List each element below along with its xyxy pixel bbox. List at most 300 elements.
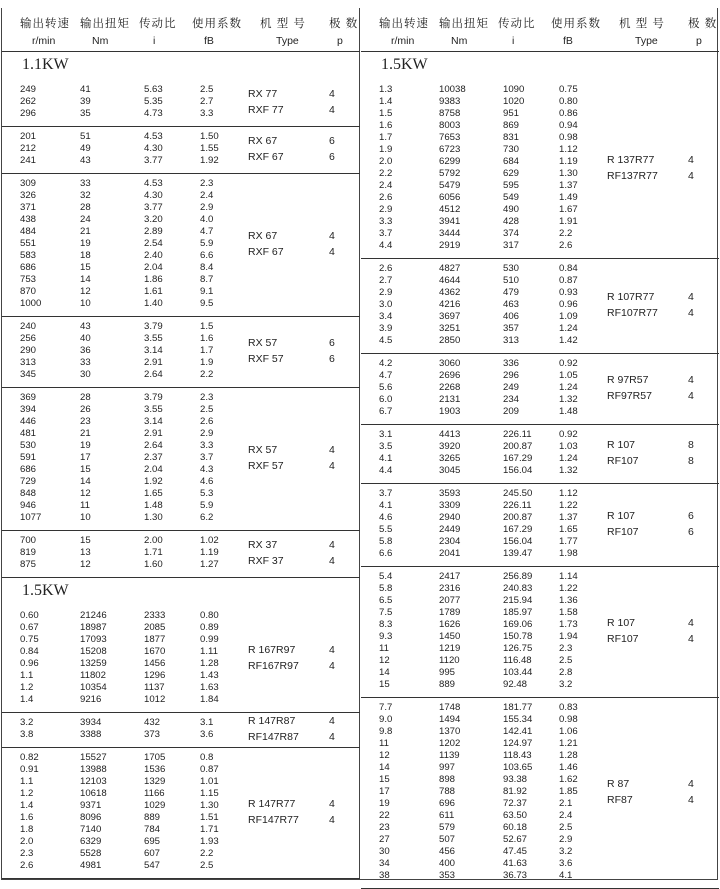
- ratio-cell: 4.30: [144, 143, 163, 154]
- service-factor-cell: 1.28: [200, 658, 219, 669]
- ratio-cell: 103.44: [503, 667, 533, 678]
- output-speed-cell: 345: [20, 369, 37, 380]
- pole-count: 4: [688, 374, 694, 386]
- model-type: RF107: [607, 526, 639, 538]
- header-unit: fB: [204, 35, 214, 47]
- output-torque-cell: 39: [80, 96, 91, 107]
- table-row: [361, 870, 719, 882]
- model-type: RF97R57: [607, 390, 652, 402]
- ratio-cell: 2.89: [144, 226, 163, 237]
- table-row: [2, 622, 360, 634]
- table-row: [361, 702, 719, 714]
- header-unit: r/min: [391, 35, 415, 47]
- service-factor-cell: 3.2: [559, 679, 573, 690]
- output-torque-cell: 3265: [439, 453, 461, 464]
- output-torque-cell: 26: [80, 404, 91, 415]
- service-factor-cell: 1.11: [200, 646, 218, 657]
- model-type: RXF 37: [248, 555, 284, 567]
- output-torque-cell: 3941: [439, 216, 461, 227]
- output-speed-cell: 1.8: [20, 824, 34, 835]
- ratio-cell: 1296: [144, 670, 166, 681]
- service-factor-cell: 0.96: [559, 299, 578, 310]
- output-speed-cell: 1.6: [20, 812, 34, 823]
- ratio-cell: 1456: [144, 658, 166, 669]
- ratio-cell: 2.64: [144, 369, 163, 380]
- output-speed-cell: 2.2: [379, 168, 393, 179]
- service-factor-cell: 3.6: [559, 858, 573, 869]
- pole-count: 4: [329, 644, 335, 656]
- selection-group: [361, 259, 719, 354]
- output-torque-cell: 8758: [439, 108, 461, 119]
- table-row: [2, 428, 360, 440]
- ratio-cell: 150.78: [503, 631, 533, 642]
- selection-group: [2, 127, 360, 174]
- output-torque-cell: 15208: [80, 646, 107, 657]
- service-factor-cell: 0.98: [559, 714, 578, 725]
- table-row: [2, 634, 360, 646]
- output-torque-cell: 6299: [439, 156, 461, 167]
- table-row: [2, 440, 360, 452]
- ratio-cell: 695: [144, 836, 161, 847]
- model-type: RX 57: [248, 444, 278, 456]
- output-torque-cell: 1450: [439, 631, 461, 642]
- table-row: [2, 143, 360, 155]
- service-factor-cell: 0.92: [559, 358, 578, 369]
- ratio-cell: 547: [144, 860, 161, 871]
- table-row: [361, 536, 719, 548]
- header-title: 输出转速: [20, 18, 70, 30]
- ratio-cell: 1029: [144, 800, 166, 811]
- ratio-cell: 81.92: [503, 786, 528, 797]
- table-row: [2, 559, 360, 571]
- output-speed-cell: 14: [379, 667, 390, 678]
- service-factor-cell: 1.22: [559, 583, 578, 594]
- table-header: [2, 8, 360, 52]
- output-speed-cell: 296: [20, 108, 37, 119]
- ratio-cell: 3.79: [144, 392, 163, 403]
- ratio-cell: 684: [503, 156, 520, 167]
- output-torque-cell: 4644: [439, 275, 461, 286]
- service-factor-cell: 4.6: [200, 476, 214, 487]
- service-factor-cell: 1.85: [559, 786, 578, 797]
- table-row: [361, 275, 719, 287]
- output-speed-cell: 5.5: [379, 524, 393, 535]
- output-torque-cell: 8096: [80, 812, 102, 823]
- output-torque-cell: 579: [439, 822, 456, 833]
- pole-count: 6: [688, 510, 694, 522]
- ratio-cell: 784: [144, 824, 161, 835]
- service-factor-cell: 1.7: [200, 345, 214, 356]
- model-type: RF87: [607, 794, 633, 806]
- table-row: [2, 646, 360, 658]
- service-factor-cell: 1.50: [200, 131, 219, 142]
- output-torque-cell: 33: [80, 178, 91, 189]
- output-speed-cell: 4.5: [379, 335, 393, 346]
- output-torque-cell: 898: [439, 774, 456, 785]
- ratio-cell: 5.35: [144, 96, 163, 107]
- ratio-cell: 490: [503, 204, 520, 215]
- output-torque-cell: 611: [439, 810, 455, 821]
- model-type: RF147R77: [248, 814, 299, 826]
- output-torque-cell: 2696: [439, 370, 461, 381]
- model-type: R 147R87: [248, 715, 296, 727]
- output-speed-cell: 4.7: [379, 370, 393, 381]
- ratio-cell: 118.43: [503, 750, 532, 761]
- model-type: R 137R77: [607, 154, 655, 166]
- service-factor-cell: 1.09: [559, 311, 578, 322]
- output-torque-cell: 2131: [439, 394, 461, 405]
- pole-count: 6: [329, 337, 335, 349]
- table-row: [2, 729, 360, 741]
- output-speed-cell: 3.1: [379, 429, 393, 440]
- ratio-cell: 3.55: [144, 333, 163, 344]
- output-speed-cell: 9.8: [379, 726, 393, 737]
- model-type: RX 37: [248, 539, 278, 551]
- service-factor-cell: 1.46: [559, 762, 578, 773]
- service-factor-cell: 2.1: [559, 798, 573, 809]
- service-factor-cell: 4.0: [200, 214, 214, 225]
- output-speed-cell: 6.7: [379, 406, 393, 417]
- service-factor-cell: 1.21: [559, 738, 578, 749]
- ratio-cell: 155.34: [503, 714, 533, 725]
- output-torque-cell: 35: [80, 108, 91, 119]
- service-factor-cell: 2.6: [200, 416, 214, 427]
- output-torque-cell: 6056: [439, 192, 461, 203]
- output-speed-cell: 19: [379, 798, 390, 809]
- service-factor-cell: 5.9: [200, 500, 214, 511]
- output-speed-cell: 1.2: [20, 788, 34, 799]
- output-torque-cell: 889: [439, 679, 456, 690]
- service-factor-cell: 1.91: [559, 216, 578, 227]
- pole-count: 4: [329, 798, 335, 810]
- service-factor-cell: 1.84: [200, 694, 219, 705]
- pole-count: 4: [688, 778, 694, 790]
- table-row: [2, 764, 360, 776]
- ratio-cell: 317: [503, 240, 520, 251]
- table-row: [2, 84, 360, 96]
- ratio-cell: 103.65: [503, 762, 533, 773]
- table-row: [2, 369, 360, 381]
- output-speed-cell: 11: [379, 643, 389, 654]
- table-row: [2, 670, 360, 682]
- service-factor-cell: 2.4: [559, 810, 573, 821]
- service-factor-cell: 3.6: [200, 729, 214, 740]
- ratio-cell: 2.04: [144, 464, 163, 475]
- service-factor-cell: 8.4: [200, 262, 214, 273]
- service-factor-cell: 2.7: [200, 96, 214, 107]
- output-speed-cell: 3.4: [379, 311, 393, 322]
- table-row: [361, 429, 719, 441]
- header-unit: i: [153, 35, 156, 47]
- selection-group: [361, 425, 719, 484]
- ratio-cell: 2.37: [144, 452, 163, 463]
- pole-count: 4: [688, 170, 694, 182]
- output-torque-cell: 2077: [439, 595, 461, 606]
- ratio-cell: 92.48: [503, 679, 528, 690]
- output-torque-cell: 19: [80, 238, 91, 249]
- service-factor-cell: 2.3: [559, 643, 573, 654]
- service-factor-cell: 1.67: [559, 204, 578, 215]
- ratio-cell: 142.41: [503, 726, 533, 737]
- table-row: [361, 846, 719, 858]
- output-speed-cell: 700: [20, 535, 37, 546]
- output-torque-cell: 5792: [439, 168, 461, 179]
- ratio-cell: 4.30: [144, 190, 163, 201]
- service-factor-cell: 0.87: [200, 764, 219, 775]
- output-torque-cell: 3593: [439, 488, 461, 499]
- output-torque-cell: 11: [80, 500, 90, 511]
- output-speed-cell: 0.60: [20, 610, 39, 621]
- service-factor-cell: 3.3: [200, 440, 214, 451]
- table-row: [361, 548, 719, 560]
- header-title: 使用系数: [551, 18, 601, 30]
- table-row: [361, 311, 719, 323]
- pole-count: 4: [329, 814, 335, 826]
- output-torque-cell: 4512: [439, 204, 461, 215]
- output-torque-cell: 43: [80, 155, 91, 166]
- header-title: 机 型 号: [260, 18, 306, 30]
- ratio-cell: 215.94: [503, 595, 533, 606]
- output-speed-cell: 1.7: [379, 132, 393, 143]
- model-type: R 107: [607, 439, 636, 451]
- service-factor-cell: 1.32: [559, 465, 578, 476]
- selection-group: [2, 174, 360, 317]
- output-speed-cell: 8.3: [379, 619, 393, 630]
- table-row: [361, 204, 719, 216]
- table-row: [361, 774, 719, 786]
- output-speed-cell: 3.0: [379, 299, 393, 310]
- output-torque-cell: 7140: [80, 824, 102, 835]
- output-torque-cell: 2316: [439, 583, 461, 594]
- table-row: [361, 619, 719, 631]
- pole-count: 4: [688, 617, 694, 629]
- table-row: [2, 776, 360, 788]
- table-row: [361, 822, 719, 834]
- output-torque-cell: 3251: [439, 323, 461, 334]
- output-torque-cell: 15: [80, 464, 91, 475]
- ratio-cell: 432: [144, 717, 161, 728]
- service-factor-cell: 2.8: [559, 667, 573, 678]
- model-type: RX 77: [248, 88, 278, 100]
- service-factor-cell: 1.71: [200, 824, 219, 835]
- output-speed-cell: 1.4: [20, 800, 34, 811]
- ratio-cell: 406: [503, 311, 520, 322]
- service-factor-cell: 0.93: [559, 287, 578, 298]
- output-torque-cell: 10038: [439, 84, 466, 95]
- output-torque-cell: 4413: [439, 429, 461, 440]
- service-factor-cell: 0.87: [559, 275, 578, 286]
- table-row: [361, 512, 719, 524]
- output-speed-cell: 5.8: [379, 536, 393, 547]
- service-factor-cell: 1.77: [559, 536, 578, 547]
- table-row: [2, 202, 360, 214]
- output-torque-cell: 11802: [80, 670, 106, 681]
- service-factor-cell: 1.48: [559, 406, 578, 417]
- ratio-cell: 2333: [144, 610, 166, 621]
- table-row: [361, 488, 719, 500]
- output-speed-cell: 4.4: [379, 465, 393, 476]
- service-factor-cell: 1.65: [559, 524, 578, 535]
- output-speed-cell: 2.4: [379, 180, 393, 191]
- ratio-cell: 373: [144, 729, 161, 740]
- service-factor-cell: 1.93: [200, 836, 219, 847]
- output-torque-cell: 2919: [439, 240, 461, 251]
- service-factor-cell: 1.42: [559, 335, 578, 346]
- output-speed-cell: 870: [20, 286, 37, 297]
- ratio-cell: 63.50: [503, 810, 528, 821]
- table-row: [361, 406, 719, 418]
- output-speed-cell: 3.2: [20, 717, 34, 728]
- output-speed-cell: 290: [20, 345, 37, 356]
- ratio-cell: 2.64: [144, 440, 163, 451]
- service-factor-cell: 1.9: [200, 357, 214, 368]
- ratio-cell: 36.73: [503, 870, 528, 881]
- output-torque-cell: 9383: [439, 96, 461, 107]
- section-power-label: 1.1KW: [22, 56, 69, 73]
- service-factor-cell: 1.55: [200, 143, 219, 154]
- output-torque-cell: 51: [80, 131, 91, 142]
- output-torque-cell: 2041: [439, 548, 461, 559]
- ratio-cell: 3.77: [144, 155, 163, 166]
- output-torque-cell: 1626: [439, 619, 461, 630]
- header-unit: fB: [563, 35, 573, 47]
- output-torque-cell: 9216: [80, 694, 102, 705]
- selection-group: [361, 484, 719, 567]
- table-row: [2, 848, 360, 860]
- service-factor-cell: 2.5: [559, 822, 573, 833]
- output-speed-cell: 819: [20, 547, 37, 558]
- service-factor-cell: 1.27: [200, 559, 219, 570]
- ratio-cell: 234: [503, 394, 520, 405]
- service-factor-cell: 1.37: [559, 512, 578, 523]
- service-factor-cell: 3.3: [200, 108, 214, 119]
- pole-count: 6: [688, 526, 694, 538]
- output-speed-cell: 3.9: [379, 323, 393, 334]
- table-row: [2, 214, 360, 226]
- selection-group: [2, 606, 360, 713]
- output-speed-cell: 9.3: [379, 631, 393, 642]
- pole-count: 4: [329, 104, 335, 116]
- table-row: [361, 120, 719, 132]
- service-factor-cell: 1.43: [200, 670, 219, 681]
- selection-group: [361, 567, 719, 698]
- output-speed-cell: 6.5: [379, 595, 393, 606]
- pole-count: 4: [329, 731, 335, 743]
- model-type: R 97R57: [607, 374, 649, 386]
- output-speed-cell: 5.8: [379, 583, 393, 594]
- pole-count: 4: [688, 154, 694, 166]
- output-speed-cell: 4.2: [379, 358, 393, 369]
- service-factor-cell: 1.63: [200, 682, 219, 693]
- table-row: [2, 416, 360, 428]
- section-title: [2, 52, 360, 80]
- ratio-cell: 1329: [144, 776, 166, 787]
- table-row: [2, 155, 360, 167]
- section-power-label: 1.5KW: [22, 582, 69, 599]
- table-row: [2, 860, 360, 872]
- pole-count: 4: [688, 390, 694, 402]
- ratio-cell: 1877: [144, 634, 166, 645]
- ratio-cell: 1.60: [144, 559, 163, 570]
- ratio-cell: 595: [503, 180, 520, 191]
- output-speed-cell: 12: [379, 655, 390, 666]
- service-factor-cell: 1.01: [200, 776, 219, 787]
- ratio-cell: 730: [503, 144, 520, 155]
- table-row: [2, 274, 360, 286]
- output-torque-cell: 1370: [439, 726, 461, 737]
- selection-group: [361, 80, 719, 259]
- service-factor-cell: 2.3: [200, 392, 214, 403]
- table-row: [361, 762, 719, 774]
- model-type: R 87: [607, 778, 630, 790]
- ratio-cell: 1020: [503, 96, 525, 107]
- output-torque-cell: 2940: [439, 512, 461, 523]
- output-speed-cell: 38: [379, 870, 390, 881]
- ratio-cell: 4.53: [144, 178, 163, 189]
- pole-count: 4: [329, 88, 335, 100]
- ratio-cell: 116.48: [503, 655, 532, 666]
- ratio-cell: 1536: [144, 764, 166, 775]
- ratio-cell: 2.00: [144, 535, 163, 546]
- ratio-cell: 1.92: [144, 476, 163, 487]
- header-unit: Type: [635, 35, 658, 47]
- service-factor-cell: 1.51: [200, 812, 219, 823]
- ratio-cell: 629: [503, 168, 520, 179]
- table-row: [361, 394, 719, 406]
- service-factor-cell: 2.5: [200, 860, 214, 871]
- service-factor-cell: 0.99: [200, 634, 219, 645]
- table-row: [361, 358, 719, 370]
- service-factor-cell: 4.3: [200, 464, 214, 475]
- table-row: [2, 452, 360, 464]
- ratio-cell: 139.47: [503, 548, 533, 559]
- selection-group: [2, 531, 360, 578]
- output-speed-cell: 23: [379, 822, 390, 833]
- output-speed-cell: 1.4: [379, 96, 393, 107]
- output-speed-cell: 2.9: [379, 287, 393, 298]
- header-title: 极 数: [329, 18, 359, 30]
- output-speed-cell: 3.8: [20, 729, 34, 740]
- service-factor-cell: 1.05: [559, 370, 578, 381]
- table-row: [2, 238, 360, 250]
- output-torque-cell: 1219: [439, 643, 461, 654]
- pole-count: 8: [688, 439, 694, 451]
- pole-count: 6: [329, 135, 335, 147]
- output-torque-cell: 3060: [439, 358, 461, 369]
- output-torque-cell: 10: [80, 512, 91, 523]
- table-row: [2, 345, 360, 357]
- service-factor-cell: 0.75: [559, 84, 578, 95]
- service-factor-cell: 6.2: [200, 512, 214, 523]
- output-speed-cell: 2.3: [20, 848, 34, 859]
- ratio-cell: 374: [503, 228, 520, 239]
- output-speed-cell: 686: [20, 262, 37, 273]
- service-factor-cell: 0.80: [200, 610, 219, 621]
- ratio-cell: 1.48: [144, 500, 163, 511]
- header-title: 机 型 号: [619, 18, 665, 30]
- ratio-cell: 167.29: [503, 524, 533, 535]
- output-speed-cell: 1.2: [20, 682, 34, 693]
- service-factor-cell: 8.7: [200, 274, 214, 285]
- service-factor-cell: 1.12: [559, 144, 578, 155]
- output-speed-cell: 15: [379, 774, 390, 785]
- pole-count: 4: [688, 794, 694, 806]
- service-factor-cell: 1.58: [559, 607, 578, 618]
- table-row: [2, 286, 360, 298]
- table-row: [361, 299, 719, 311]
- ratio-cell: 1.61: [144, 286, 163, 297]
- output-speed-cell: 1.1: [20, 670, 34, 681]
